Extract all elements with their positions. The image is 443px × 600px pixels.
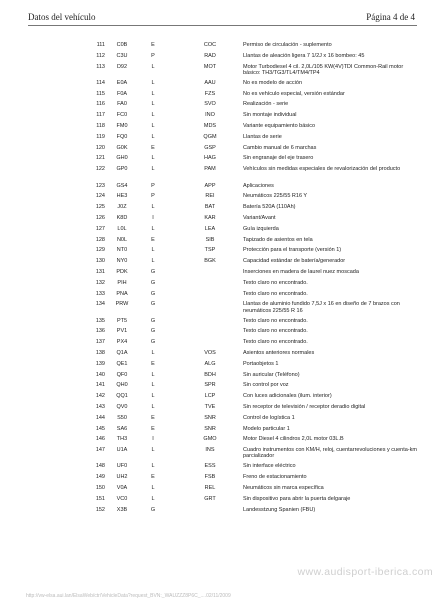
- option-type: G: [150, 268, 156, 275]
- pr-family: MOT: [203, 63, 217, 70]
- option-type: L: [151, 155, 155, 162]
- option-type: I: [152, 436, 154, 443]
- option-type: L: [151, 258, 155, 265]
- option-description: Freno de estacionamiento: [243, 474, 307, 481]
- row-number: 140: [95, 371, 105, 378]
- table-row: [0, 350, 443, 361]
- option-code: J0Z: [117, 204, 127, 211]
- option-type: P: [151, 52, 155, 59]
- option-description: Motor Diesel 4 cilindros 2,0L motor 03L.B: [243, 436, 344, 443]
- pr-family: GRT: [204, 495, 216, 502]
- option-type: E: [151, 425, 155, 432]
- row-number: 137: [95, 339, 105, 346]
- pr-family: INO: [205, 112, 215, 119]
- option-type: G: [150, 317, 156, 324]
- row-number: 138: [95, 350, 105, 357]
- option-code: Q1A: [116, 350, 128, 357]
- table-row: [0, 474, 443, 485]
- option-code: QE1: [116, 360, 128, 367]
- option-description: Control de logística 1: [243, 414, 295, 421]
- pr-family: BDH: [204, 371, 216, 378]
- option-code: VC0: [116, 495, 128, 502]
- option-description: Landesstzung Spanien (FBU): [243, 506, 316, 513]
- table-row: [0, 339, 443, 350]
- option-type: L: [151, 204, 155, 211]
- option-code: UH2: [116, 474, 128, 481]
- option-type: P: [151, 182, 155, 189]
- option-type: L: [151, 90, 155, 97]
- option-description: Texto claro no encontrado.: [243, 339, 308, 346]
- option-type: L: [151, 371, 155, 378]
- option-description: Sin montaje individual: [243, 112, 297, 119]
- pr-family: REL: [204, 485, 216, 492]
- option-code: UF0: [116, 463, 128, 470]
- row-number: 150: [95, 485, 105, 492]
- table-row: [0, 280, 443, 291]
- pr-family: GMO: [203, 436, 217, 443]
- option-type: L: [151, 350, 155, 357]
- row-number: 129: [95, 247, 105, 254]
- table-row: [0, 226, 443, 237]
- row-number: 121: [95, 155, 105, 162]
- table-row: [0, 42, 443, 53]
- row-number: 122: [95, 166, 105, 173]
- option-type: E: [151, 360, 155, 367]
- pr-family: RAD: [204, 52, 216, 59]
- pr-family: BGK: [204, 258, 216, 265]
- option-code: QH0: [116, 382, 128, 389]
- pr-family: LCP: [204, 393, 216, 400]
- option-type: L: [151, 112, 155, 119]
- pr-family: TSP: [204, 247, 216, 254]
- row-number: 119: [96, 133, 105, 140]
- table-row: [0, 183, 443, 194]
- row-number: 124: [95, 193, 105, 200]
- row-number: 117: [96, 112, 105, 119]
- option-type: L: [151, 393, 155, 400]
- option-code: QF0: [116, 371, 128, 378]
- option-description: Variante equipamiento básico: [243, 123, 316, 130]
- row-number: 115: [96, 90, 105, 97]
- pr-family: HAG: [204, 155, 216, 162]
- row-number: 141: [95, 382, 105, 389]
- option-code: FQ0: [116, 133, 128, 140]
- table-row: [0, 447, 443, 463]
- option-code: N0L: [116, 236, 128, 243]
- option-description: Sin engranaje del eje trasero: [243, 155, 314, 162]
- option-code: GS4: [116, 182, 128, 189]
- option-code: V0A: [116, 485, 128, 492]
- table-row: [0, 53, 443, 64]
- option-description: Capacidad estándar de batería/generador: [243, 258, 346, 265]
- pr-family: BAT: [204, 204, 216, 211]
- row-number: 127: [95, 225, 105, 232]
- option-description: Protección para el transporte (versión 1): [243, 247, 342, 254]
- row-number: 111: [96, 42, 105, 48]
- table-row: [0, 436, 443, 447]
- row-number: 134: [95, 301, 105, 308]
- table-row: [0, 91, 443, 102]
- option-type: P: [151, 193, 155, 200]
- row-number: 132: [95, 279, 105, 286]
- option-code: PDK: [116, 268, 128, 275]
- row-number: 131: [95, 268, 105, 275]
- vehicle-data-table: [0, 42, 443, 517]
- pr-family: COC: [203, 42, 217, 48]
- row-number: 118: [96, 123, 105, 130]
- pr-family: GSP: [204, 144, 216, 151]
- option-code: PRW: [115, 301, 129, 308]
- option-code: FM0: [116, 123, 128, 130]
- table-row: [0, 361, 443, 372]
- option-code: PNA: [116, 290, 128, 297]
- option-description: Sin control por voz: [243, 382, 289, 389]
- row-number: 113: [96, 63, 105, 70]
- option-type: L: [151, 166, 155, 173]
- option-description: Neumáticos 225/55 R16 Y: [243, 193, 308, 200]
- option-description: Sin receptor de televisión / receptor deradio digital: [243, 404, 366, 410]
- pr-family: FSB: [204, 474, 216, 481]
- option-type: L: [151, 79, 155, 86]
- option-type: G: [150, 301, 156, 308]
- table-row: [0, 204, 443, 215]
- option-description: Motor Turbodiesel 4 cil. 2,0L/105 KW(4V)TDI Common-Rail motor básico: TH3/TG3/TL4/TM4/TP4: [243, 63, 404, 76]
- table-row: [0, 393, 443, 404]
- option-description: Texto claro no encontrado.: [243, 317, 308, 324]
- option-code: SA6: [116, 425, 128, 432]
- table-row: [0, 237, 443, 248]
- row-number: 116: [96, 101, 105, 108]
- table-row: [0, 145, 443, 156]
- table-row: [0, 301, 443, 317]
- option-description: Asientos anteriores normales: [243, 350, 315, 357]
- table-row: [0, 101, 443, 112]
- option-type: L: [151, 247, 155, 254]
- option-description: Variant/Avant: [243, 214, 276, 221]
- table-row: [0, 269, 443, 280]
- row-number: 146: [95, 436, 105, 443]
- table-row: [0, 318, 443, 329]
- option-description: No es vehículo especial, versión estándar: [243, 90, 345, 97]
- option-type: L: [151, 485, 155, 492]
- option-description: Inserciones en madera de laurel nuez moscada: [243, 268, 359, 275]
- table-row: [0, 166, 443, 182]
- table-row: [0, 64, 443, 80]
- row-number: 128: [95, 236, 105, 243]
- option-code: F0A: [116, 90, 128, 97]
- table-row: [0, 123, 443, 134]
- row-number: 125: [95, 204, 105, 211]
- pr-family: TVE: [204, 404, 216, 410]
- pr-family: INS: [205, 447, 215, 454]
- option-code: X3B: [116, 506, 128, 513]
- pr-family: REI: [205, 193, 215, 200]
- option-code: E0A: [116, 79, 128, 86]
- row-number: 114: [96, 79, 105, 86]
- pr-family: APP: [204, 182, 216, 189]
- table-row: [0, 80, 443, 91]
- option-code: QV0: [116, 404, 128, 410]
- option-code: TH3: [116, 436, 128, 443]
- table-row: [0, 215, 443, 226]
- option-type: L: [151, 63, 155, 70]
- option-type: E: [151, 474, 155, 481]
- option-type: L: [151, 101, 155, 108]
- option-description: Neumáticos sin marca específica: [243, 485, 324, 492]
- table-row: [0, 247, 443, 258]
- table-row: [0, 496, 443, 507]
- page-title: Datos del vehículo: [28, 12, 96, 22]
- row-number: 130: [95, 258, 105, 265]
- table-row: [0, 258, 443, 269]
- footer-url: http://vw-elsa.aui.lan/ElsaWeb/ctr/VehicleData?request_BVN:_WAUZZZ8P6C_....02/11/2009: [26, 593, 231, 599]
- pr-family: FZS: [204, 90, 216, 97]
- table-row: [0, 463, 443, 474]
- row-number: 133: [95, 290, 105, 297]
- table-row: [0, 328, 443, 339]
- row-number: 152: [95, 506, 105, 513]
- page-header: [28, 12, 415, 24]
- option-description: Sin interface eléctrico: [243, 463, 296, 470]
- row-number: 151: [95, 495, 105, 502]
- row-number: 144: [95, 414, 105, 421]
- option-type: L: [151, 133, 155, 140]
- table-row: [0, 507, 443, 518]
- table-row: [0, 415, 443, 426]
- option-code: GP0: [116, 166, 128, 173]
- option-type: E: [151, 144, 155, 151]
- option-type: E: [151, 236, 155, 243]
- pr-family: SPR: [204, 382, 216, 389]
- option-description: Modelo particular 1: [243, 425, 290, 432]
- option-description: Aplicaciones: [243, 182, 274, 189]
- header-divider: [28, 25, 417, 26]
- option-code: FC0: [116, 112, 128, 119]
- option-type: L: [151, 225, 155, 232]
- option-code: PIH: [117, 279, 127, 286]
- option-code: NY0: [116, 258, 128, 265]
- option-description: Portaobjetos 1: [243, 360, 279, 367]
- option-description: Permiso de circulación - suplemento: [243, 42, 332, 48]
- pr-family: PAM: [204, 166, 216, 173]
- option-type: G: [150, 506, 156, 513]
- option-description: Realización - serie: [243, 101, 289, 108]
- option-type: G: [150, 328, 156, 335]
- pr-family: LEA: [204, 225, 216, 232]
- row-number: 143: [95, 404, 105, 410]
- option-code: PV1: [116, 328, 128, 335]
- option-code: U1A: [116, 447, 128, 454]
- option-type: G: [150, 290, 156, 297]
- pr-family: SNR: [204, 414, 216, 421]
- option-description: Texto claro no encontrado.: [243, 290, 308, 297]
- option-type: L: [151, 447, 155, 454]
- option-description: Texto claro no encontrado.: [243, 328, 308, 335]
- watermark: www.audisport-iberica.com: [297, 566, 433, 578]
- option-description: Cambio manual de 6 marchas: [243, 144, 317, 151]
- option-description: No es modelo de acción: [243, 79, 303, 86]
- pr-family: QGM: [203, 133, 217, 140]
- pr-family: SIB: [205, 236, 215, 243]
- pr-family: KAR: [204, 214, 216, 221]
- option-description: Llantas de aluminio fundido 7,5J x 16 en diseño de 7 brazos con neumáticos 225/55 R 16: [243, 301, 400, 314]
- table-row: [0, 404, 443, 415]
- option-description: Cuadro instrumentos con KM/H, reloj, cuentarrevoluciones y cuenta-km parcializador: [243, 447, 417, 460]
- row-number: 148: [95, 463, 105, 470]
- pr-family: VOS: [204, 350, 216, 357]
- row-number: 126: [95, 214, 105, 221]
- table-row: [0, 291, 443, 302]
- option-description: Guía izquierda: [243, 225, 279, 232]
- table-row: [0, 112, 443, 123]
- option-description: Texto claro no encontrado.: [243, 279, 308, 286]
- option-type: G: [150, 339, 156, 346]
- option-code: S50: [117, 414, 127, 421]
- pr-family: ESS: [204, 463, 216, 470]
- option-description: Sin dispositivo para abrir la puerta delgaraje: [243, 495, 351, 502]
- option-code: D92: [116, 63, 128, 70]
- option-code: QQ1: [116, 393, 128, 400]
- table-row: [0, 155, 443, 166]
- pr-family: SNR: [204, 425, 216, 432]
- row-number: 120: [95, 144, 105, 151]
- option-description: Tapizado de asientos en tela: [243, 236, 313, 243]
- option-code: C0B: [116, 42, 128, 48]
- option-description: Llantas de aleación ligera 7 1/2J x 16 bombeo: 45: [243, 52, 365, 59]
- option-description: Sin auricular (Teléfono): [243, 371, 300, 378]
- table-row: [0, 134, 443, 145]
- option-code: G0K: [116, 144, 128, 151]
- row-number: 147: [95, 447, 105, 454]
- option-type: L: [151, 382, 155, 389]
- row-number: 123: [95, 182, 105, 189]
- row-number: 142: [95, 393, 105, 400]
- option-description: Con luces adicionales (ilum. interior): [243, 393, 332, 400]
- table-row: [0, 485, 443, 496]
- table-row: [0, 372, 443, 383]
- option-type: L: [151, 495, 155, 502]
- option-code: K8D: [116, 214, 128, 221]
- table-row: [0, 193, 443, 204]
- option-type: E: [151, 42, 155, 48]
- row-number: 149: [95, 474, 105, 481]
- row-number: 136: [95, 328, 105, 335]
- option-type: L: [151, 463, 155, 470]
- option-code: GH0: [116, 155, 128, 162]
- option-code: HE3: [116, 193, 128, 200]
- table-row: [0, 426, 443, 437]
- option-code: FA0: [117, 101, 127, 108]
- row-number: 135: [95, 317, 105, 324]
- row-number: 112: [96, 52, 105, 59]
- table-row: [0, 382, 443, 393]
- option-type: L: [151, 123, 155, 130]
- row-number: 139: [95, 360, 105, 367]
- pr-family: AAU: [204, 79, 216, 86]
- option-type: I: [152, 214, 154, 221]
- option-type: L: [151, 404, 155, 410]
- row-number: 145: [95, 425, 105, 432]
- option-description: Llantas de serie: [243, 133, 282, 140]
- pr-family: ALG: [204, 360, 216, 367]
- page-number: Página 4 de 4: [366, 12, 415, 22]
- option-code: PX4: [116, 339, 128, 346]
- pr-family: MDS: [203, 123, 217, 130]
- option-code: L0L: [117, 225, 127, 232]
- option-code: C3U: [116, 52, 128, 59]
- pr-family: SVO: [204, 101, 216, 108]
- option-description: Vehículos sin medidas especiales de revalorización del producto: [243, 166, 401, 173]
- option-code: PT5: [116, 317, 128, 324]
- option-type: E: [151, 414, 155, 421]
- option-type: G: [150, 279, 156, 286]
- option-description: Batería 520A (110Ah): [243, 204, 296, 211]
- option-code: NT0: [116, 247, 128, 254]
